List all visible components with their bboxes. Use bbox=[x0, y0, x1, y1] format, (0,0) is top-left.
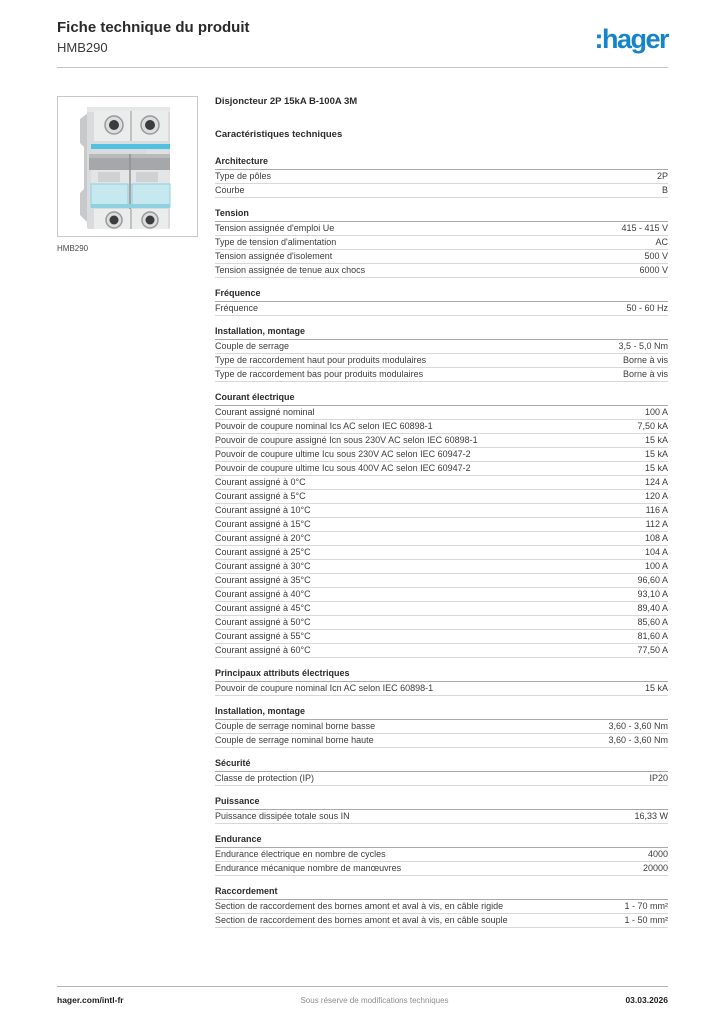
spec-row bbox=[215, 448, 668, 462]
spec-label: Couple de serrage nominal borne haute bbox=[215, 735, 374, 746]
spec-row bbox=[215, 862, 668, 876]
spec-section-heading: Sécurité bbox=[215, 758, 668, 772]
spec-value: 112 A bbox=[645, 519, 668, 530]
title-block bbox=[57, 19, 250, 55]
spec-label: Couple de serrage bbox=[215, 341, 290, 352]
spec-label: Courant assigné à 10°C bbox=[215, 505, 311, 516]
spec-label: Courant assigné à 45°C bbox=[215, 603, 311, 614]
content-area bbox=[57, 96, 668, 938]
spec-value: 6000 V bbox=[639, 265, 668, 276]
spec-row bbox=[215, 734, 668, 748]
spec-row bbox=[215, 490, 668, 504]
spec-label: Pouvoir de coupure nominal Icn AC selon IEC 60898-1 bbox=[215, 683, 434, 694]
spec-value: B bbox=[661, 185, 668, 196]
product-image-column bbox=[57, 96, 198, 938]
spec-value: 1 - 50 mm² bbox=[624, 915, 668, 926]
product-reference: HMB290 bbox=[57, 39, 108, 55]
spec-value: AC bbox=[655, 237, 668, 248]
spec-row bbox=[215, 340, 668, 354]
spec-value: 108 A bbox=[644, 533, 668, 544]
spec-value: 116 A bbox=[645, 505, 668, 516]
spec-value: 81,60 A bbox=[637, 631, 668, 642]
spec-section-heading: Installation, montage bbox=[215, 326, 668, 340]
spec-label: Courant assigné à 50°C bbox=[215, 617, 311, 628]
spec-label: Tension assignée de tenue aux chocs bbox=[215, 265, 366, 276]
spec-row bbox=[215, 810, 668, 824]
spec-row bbox=[215, 170, 668, 184]
spec-label: Couple de serrage nominal borne basse bbox=[215, 721, 376, 732]
spec-row bbox=[215, 682, 668, 696]
spec-value: 2P bbox=[656, 171, 668, 182]
spec-section bbox=[215, 156, 668, 198]
spec-row bbox=[215, 354, 668, 368]
spec-label: Courant assigné à 40°C bbox=[215, 589, 311, 600]
footer-website-link[interactable]: hager.com/intl-fr bbox=[57, 995, 124, 1005]
spec-section-heading: Principaux attributs électriques bbox=[215, 668, 668, 682]
spec-label: Tension assignée d'isolement bbox=[215, 251, 333, 262]
spec-label: Section de raccordement des bornes amont et aval à vis, en câble souple bbox=[215, 915, 508, 926]
spec-label: Fréquence bbox=[215, 303, 259, 314]
spec-row bbox=[215, 302, 668, 316]
spec-value: 15 kA bbox=[644, 449, 668, 460]
spec-row bbox=[215, 616, 668, 630]
spec-value: 1 - 70 mm² bbox=[624, 901, 668, 912]
spec-row bbox=[215, 420, 668, 434]
spec-row bbox=[215, 546, 668, 560]
spec-row bbox=[215, 434, 668, 448]
spec-value: 15 kA bbox=[644, 435, 668, 446]
spec-value: IP20 bbox=[649, 773, 668, 784]
spec-section bbox=[215, 208, 668, 278]
document-title: Fiche technique du produit bbox=[57, 19, 250, 36]
spec-label: Section de raccordement des bornes amont et aval à vis, en câble rigide bbox=[215, 901, 504, 912]
spec-value: Borne à vis bbox=[622, 355, 668, 366]
spec-label: Courant assigné à 25°C bbox=[215, 547, 311, 558]
spec-value: 100 A bbox=[644, 407, 668, 418]
spec-section-heading: Raccordement bbox=[215, 886, 668, 900]
spec-label: Courant assigné à 30°C bbox=[215, 561, 311, 572]
spec-value: 500 V bbox=[644, 251, 668, 262]
footer-disclaimer: Sous réserve de modifications techniques bbox=[300, 996, 449, 1005]
spec-section bbox=[215, 326, 668, 382]
spec-label: Pouvoir de coupure ultime Icu sous 230V AC selon IEC 60947-2 bbox=[215, 449, 471, 460]
specifications-column bbox=[215, 96, 668, 938]
spec-value: 100 A bbox=[644, 561, 668, 572]
spec-value: 15 kA bbox=[644, 463, 668, 474]
product-title: Disjoncteur 2P 15kA B-100A 3M bbox=[215, 95, 358, 107]
spec-label: Puissance dissipée totale sous IN bbox=[215, 811, 350, 822]
spec-sections bbox=[215, 156, 668, 928]
spec-row bbox=[215, 504, 668, 518]
spec-value: 96,60 A bbox=[637, 575, 668, 586]
specs-section-title: Caractéristiques techniques bbox=[215, 128, 343, 140]
spec-label: Courant assigné nominal bbox=[215, 407, 315, 418]
spec-row bbox=[215, 644, 668, 658]
spec-label: Courant assigné à 15°C bbox=[215, 519, 311, 530]
spec-row bbox=[215, 574, 668, 588]
spec-row bbox=[215, 720, 668, 734]
spec-section bbox=[215, 758, 668, 786]
spec-label: Pouvoir de coupure ultime Icu sous 400V AC selon IEC 60947-2 bbox=[215, 463, 471, 474]
spec-value: 93,10 A bbox=[637, 589, 668, 600]
spec-label: Classe de protection (IP) bbox=[215, 773, 315, 784]
spec-label: Courant assigné à 20°C bbox=[215, 533, 311, 544]
spec-label: Courant assigné à 0°C bbox=[215, 477, 306, 488]
spec-label: Pouvoir de coupure nominal Ics AC selon IEC 60898-1 bbox=[215, 421, 433, 432]
spec-section-heading: Endurance bbox=[215, 834, 668, 848]
spec-row bbox=[215, 914, 668, 928]
spec-row bbox=[215, 406, 668, 420]
spec-section bbox=[215, 668, 668, 696]
spec-value: 7,50 kA bbox=[637, 421, 668, 432]
product-image-caption: HMB290 bbox=[57, 243, 89, 253]
spec-row bbox=[215, 368, 668, 382]
spec-value: 4000 bbox=[647, 849, 668, 860]
spec-value: 3,5 - 5,0 Nm bbox=[618, 341, 668, 352]
document-footer bbox=[57, 986, 668, 1005]
spec-section-heading: Installation, montage bbox=[215, 706, 668, 720]
spec-value: 50 - 60 Hz bbox=[626, 303, 668, 314]
spec-row bbox=[215, 236, 668, 250]
spec-row bbox=[215, 588, 668, 602]
spec-row bbox=[215, 250, 668, 264]
spec-value: 20000 bbox=[642, 863, 668, 874]
spec-value: 85,60 A bbox=[637, 617, 668, 628]
header-divider bbox=[57, 67, 668, 68]
spec-value: 415 - 415 V bbox=[621, 223, 668, 234]
spec-value: 77,50 A bbox=[637, 645, 668, 656]
spec-label: Type de tension d'alimentation bbox=[215, 237, 337, 248]
spec-section-heading: Fréquence bbox=[215, 288, 668, 302]
spec-value: 3,60 - 3,60 Nm bbox=[608, 735, 668, 746]
spec-value: 124 A bbox=[644, 477, 668, 488]
spec-value: 3,60 - 3,60 Nm bbox=[608, 721, 668, 732]
spec-value: Borne à vis bbox=[622, 369, 668, 380]
spec-row bbox=[215, 532, 668, 546]
spec-row bbox=[215, 602, 668, 616]
spec-value: 89,40 A bbox=[637, 603, 668, 614]
spec-section bbox=[215, 392, 668, 658]
spec-label: Courant assigné à 35°C bbox=[215, 575, 311, 586]
spec-label: Courant assigné à 55°C bbox=[215, 631, 311, 642]
footer-date: 03.03.2026 bbox=[625, 995, 668, 1005]
spec-row bbox=[215, 518, 668, 532]
document-header bbox=[57, 19, 668, 55]
spec-section-heading: Courant électrique bbox=[215, 392, 668, 406]
spec-section bbox=[215, 834, 668, 876]
spec-section-heading: Architecture bbox=[215, 156, 668, 170]
spec-row bbox=[215, 630, 668, 644]
spec-row bbox=[215, 772, 668, 786]
spec-label: Type de raccordement bas pour produits modulaires bbox=[215, 369, 424, 380]
spec-section bbox=[215, 886, 668, 928]
spec-row bbox=[215, 184, 668, 198]
spec-section-heading: Puissance bbox=[215, 796, 668, 810]
spec-label: Type de raccordement haut pour produits modulaires bbox=[215, 355, 427, 366]
spec-label: Endurance électrique en nombre de cycles bbox=[215, 849, 386, 860]
spec-row bbox=[215, 462, 668, 476]
spec-label: Courant assigné à 5°C bbox=[215, 491, 306, 502]
spec-value: 15 kA bbox=[644, 683, 668, 694]
spec-row bbox=[215, 476, 668, 490]
spec-section-heading: Tension bbox=[215, 208, 668, 222]
product-image bbox=[57, 96, 198, 237]
spec-label: Pouvoir de coupure assigné Icn sous 230V AC selon IEC 60898-1 bbox=[215, 435, 478, 446]
circuit-breaker-illustration bbox=[58, 97, 197, 236]
spec-value: 120 A bbox=[644, 491, 668, 502]
spec-label: Tension assignée d'emploi Ue bbox=[215, 223, 335, 234]
spec-row bbox=[215, 222, 668, 236]
spec-value: 16,33 W bbox=[634, 811, 668, 822]
spec-row bbox=[215, 264, 668, 278]
spec-section bbox=[215, 288, 668, 316]
hager-logo: :hager bbox=[594, 24, 668, 54]
spec-row bbox=[215, 560, 668, 574]
spec-label: Type de pôles bbox=[215, 171, 272, 182]
spec-value: 104 A bbox=[644, 547, 668, 558]
spec-label: Endurance mécanique nombre de manœuvres bbox=[215, 863, 402, 874]
spec-row bbox=[215, 900, 668, 914]
spec-section bbox=[215, 796, 668, 824]
spec-row bbox=[215, 848, 668, 862]
spec-section bbox=[215, 706, 668, 748]
spec-label: Courant assigné à 60°C bbox=[215, 645, 311, 656]
spec-label: Courbe bbox=[215, 185, 245, 196]
